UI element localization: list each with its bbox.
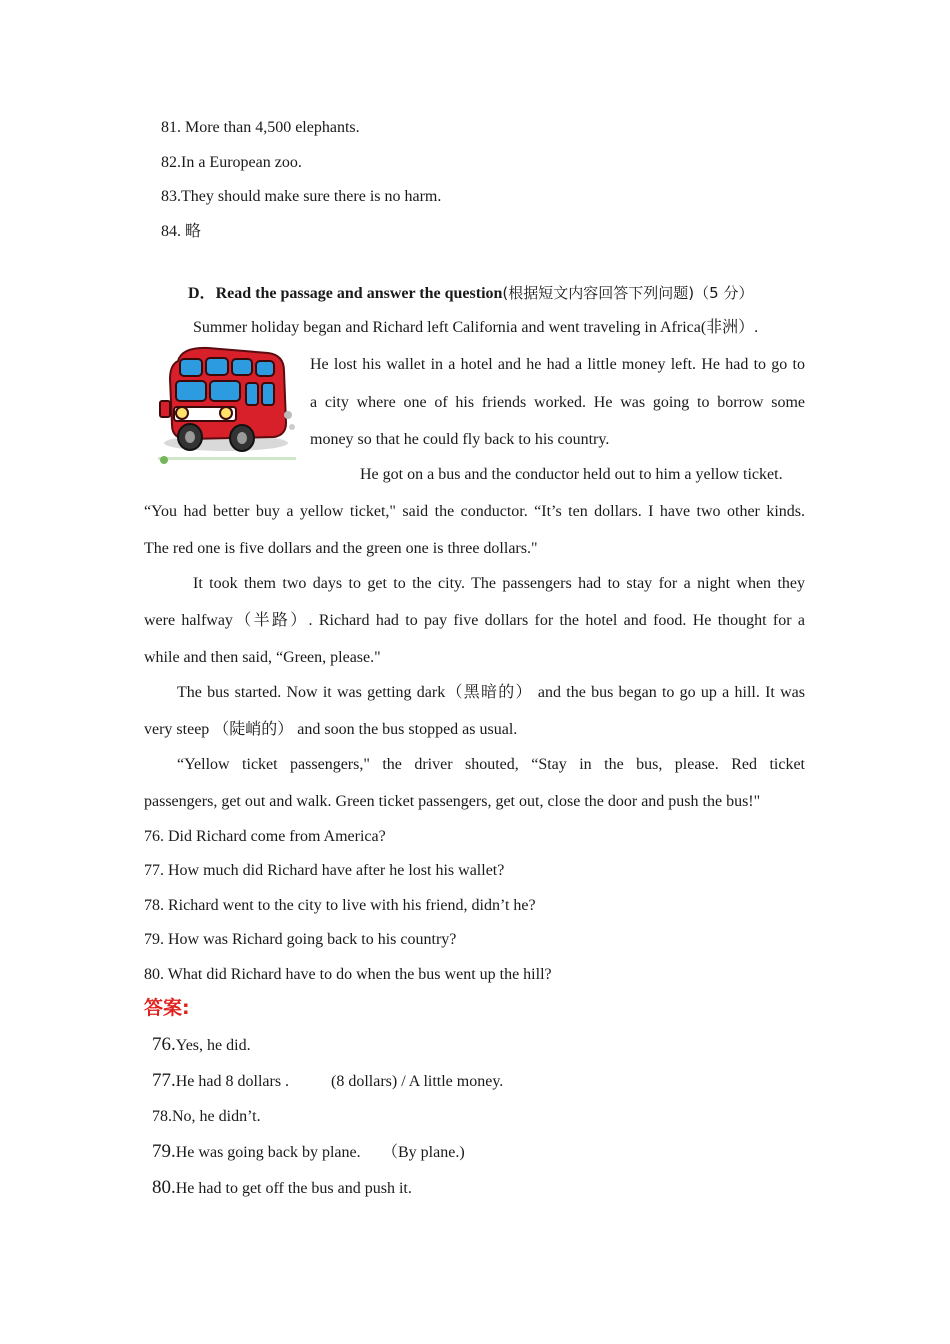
double-decker-bus-illustration bbox=[158, 343, 296, 467]
passage-p1-line4: money so that he could fly back to his country. bbox=[310, 431, 610, 448]
passage-p2-line1: He got on a bus and the conductor held out to him a yellow ticket. bbox=[360, 466, 783, 483]
question-80: 80. What did Richard have to do when the bus went up the hill? bbox=[144, 966, 552, 983]
question-79: 79. How was Richard going back to his country? bbox=[144, 931, 457, 948]
answer-77: 77.He had 8 dollars . bbox=[152, 1070, 290, 1091]
section-heading bbox=[188, 283, 753, 304]
passage-p3-line2: were halfway（半路）. Richard had to pay five dollars for the hotel and food. He thought for a bbox=[144, 612, 805, 629]
prev-answer-81: 81. More than 4,500 elephants. bbox=[161, 119, 360, 136]
question-78: 78. Richard went to the city to live with his friend, didn’t he? bbox=[144, 897, 536, 914]
passage-p4-line2: very steep （陡峭的） and soon the bus stopped as usual. bbox=[144, 721, 518, 738]
answer-79: 79.He was going back by plane. bbox=[152, 1141, 361, 1162]
passage-p4-line1: The bus started. Now it was getting dark（黑暗的） and the bus began to go up a hill. It was bbox=[177, 684, 805, 701]
answer-80: 80.He had to get off the bus and push it. bbox=[152, 1177, 412, 1198]
passage-p5-line1: “Yellow ticket passengers," the driver shouted, “Stay in the bus, please. Red ticket bbox=[177, 756, 805, 773]
question-77: 77. How much did Richard have after he lost his wallet? bbox=[144, 862, 505, 879]
passage-p3-line3: while and then said, “Green, please." bbox=[144, 649, 381, 666]
section-letter: D． bbox=[188, 285, 216, 302]
passage-p3-line1: It took them two days to get to the city. The passengers had to stay for a night when they bbox=[193, 575, 805, 592]
passage-p2-line3: The red one is five dollars and the green one is three dollars." bbox=[144, 540, 538, 557]
answer-78: 78.No, he didn’t. bbox=[152, 1108, 261, 1125]
section-title-en: Read the passage and answer the question bbox=[215, 285, 503, 302]
prev-answer-84: 84. 略 bbox=[161, 223, 202, 240]
passage-p1-line1: Summer holiday began and Richard left California and went traveling in Africa(非洲）. bbox=[193, 319, 759, 336]
prev-answer-82: 82.In a European zoo. bbox=[161, 154, 302, 171]
passage-p2-line2: “You had better buy a yellow ticket," said the conductor. “It’s ten dollars. I have two other kinds. bbox=[144, 503, 805, 520]
answer-heading: 答案: bbox=[144, 997, 190, 1019]
question-76: 76. Did Richard come from America? bbox=[144, 828, 386, 845]
answer-77-alt: (8 dollars) / A little money. bbox=[331, 1073, 504, 1090]
prev-answer-83: 83.They should make sure there is no harm. bbox=[161, 188, 442, 205]
passage-p1-line2: He lost his wallet in a hotel and he had a little money left. He had to go to bbox=[310, 356, 805, 373]
passage-p5-line2: passengers, get out and walk. Green ticket passengers, get out, close the door and push the bus!" bbox=[144, 793, 761, 810]
section-title-cn: (根据短文内容回答下列问题)（5 分） bbox=[502, 284, 754, 302]
answer-76: 76.Yes, he did. bbox=[152, 1034, 251, 1055]
passage-p1-line3: a city where one of his friends worked. He was going to borrow some bbox=[310, 394, 805, 411]
answer-79-alt: （By plane.) bbox=[382, 1144, 465, 1161]
